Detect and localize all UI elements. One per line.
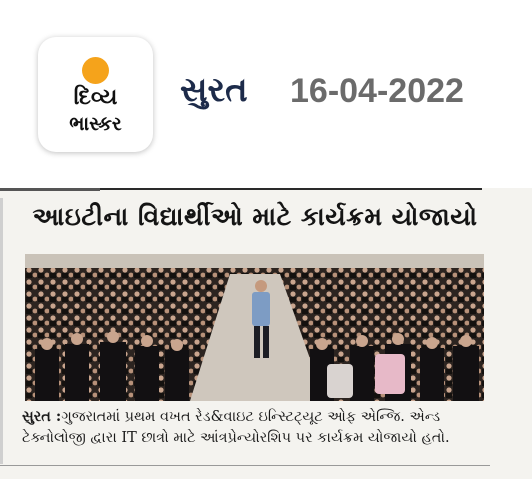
column-edge [0,198,3,464]
caption-body: ગુજરાતમાં પ્રથમ વખત રેડ&વાઇટ ઇન્સ્ટિટ્યૂટ ઓફ એન્જિ. એન્ડ ટેક્નોલોજી દ્વારા IT છાત્રો માટે આંત્રપ્રેન્યોરશિપ પર કાર્યક્રમ યોજાયો હતો. [22,409,450,446]
sun-icon [82,57,109,84]
edition-date: 16-04-2022 [290,72,464,110]
article-headline: આઇટીના વિદ્યાર્થીઓ માટે કાર્યક્રમ યોજાયો [32,202,478,231]
logo-text-line2: ભાસ્કર [69,113,122,135]
divya-bhaskar-logo[interactable] [38,37,153,152]
top-rule-accent [0,188,100,191]
edition-city: સુરત [180,70,248,110]
caption-dateline: સુરત : [22,408,62,425]
logo-text-line1: દિવ્ય [73,85,118,110]
article-photo [25,254,484,401]
bottom-rule [0,465,490,466]
article-caption [22,406,492,449]
auditorium-photo-illustration [25,254,484,401]
newspaper-clipping [0,188,532,479]
